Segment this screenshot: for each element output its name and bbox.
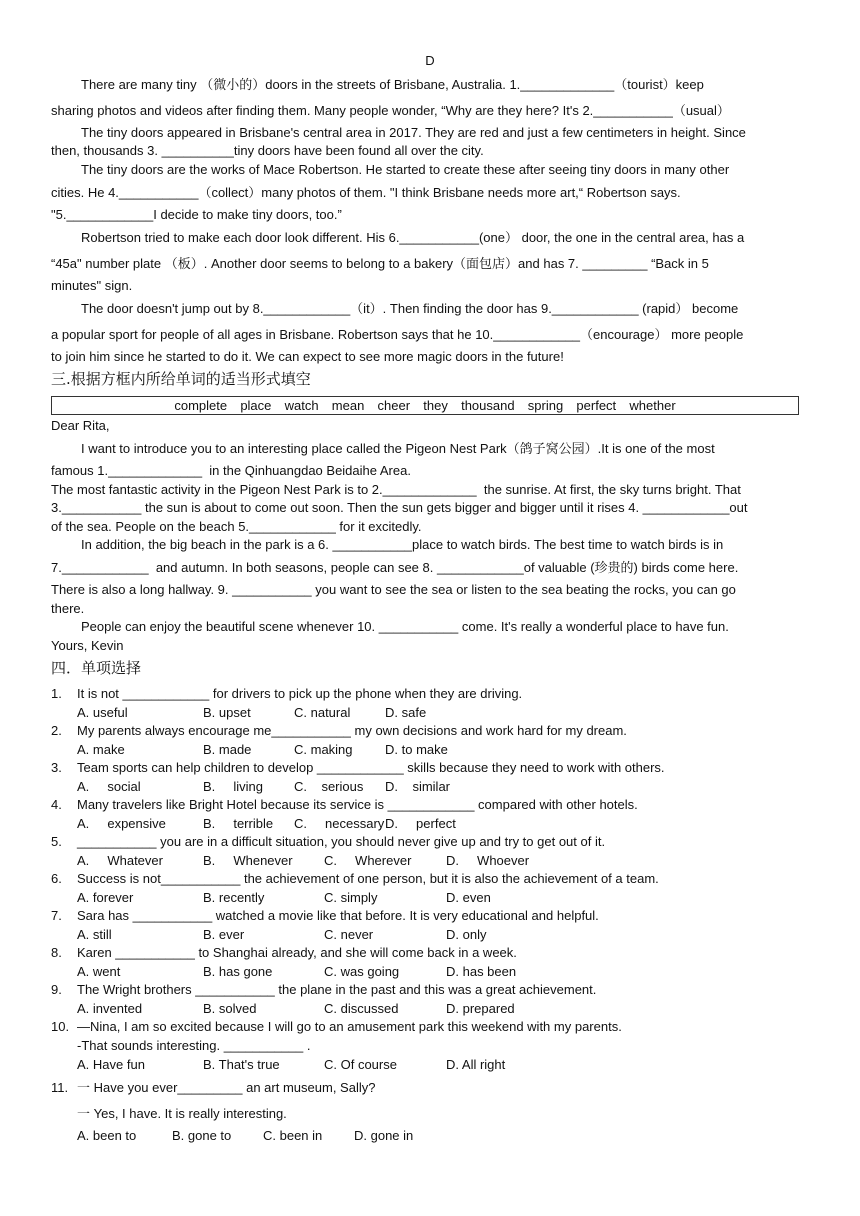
option-b: B. has gone <box>203 964 273 979</box>
question-number: 2. <box>51 723 62 738</box>
passage-line: Robertson tried to make each door look different. His 6.___________(one） door, the one in the central area, has a <box>81 230 745 245</box>
passage-line: cities. He 4.___________（collect）many photos of them. "I think Brisbane needs more art,“ Robertson says. <box>51 185 681 200</box>
option-c: C. natural <box>294 705 351 720</box>
letter-line: People can enjoy the beautiful scene whenever 10. ___________ come. It's really a wonderful place to have fun. <box>81 619 729 634</box>
option-a: A. Have fun <box>77 1057 145 1072</box>
option-d: D. Whoever <box>446 853 530 868</box>
option-d: D. gone in <box>354 1128 414 1143</box>
question-text: —Nina, I am so excited because I will go to an amusement park this weekend with my parents. <box>77 1019 622 1034</box>
option-c: C. was going <box>324 964 400 979</box>
letter-line: 3.___________ the sun is about to come out soon. Then the sun gets bigger and bigger until it rises 4. ____________out <box>51 500 748 515</box>
letter-line: There is also a long hallway. 9. ___________ you want to see the sea or listen to the sea beating the rocks, you can go <box>51 582 736 597</box>
option-a: A. invented <box>77 1001 143 1016</box>
question-number: 7. <box>51 908 62 923</box>
option-c: C. never <box>324 927 374 942</box>
option-a: A. still <box>77 927 112 942</box>
option-d: D. to make <box>385 742 448 757</box>
option-b: B. terrible <box>203 816 274 831</box>
letter-line: The most fantastic activity in the Pigeon Nest Park is to 2._____________ the sunrise. At first, the sky turns bright. That <box>51 482 741 497</box>
option-a: A. social <box>77 779 141 794</box>
option-a: A. useful <box>77 705 128 720</box>
option-d: D. only <box>446 927 487 942</box>
question-text: Team sports can help children to develop ____________ skills because they need to work with others. <box>77 760 665 775</box>
letter-line: Dear Rita, <box>51 418 110 433</box>
passage-line: minutes" sign. <box>51 278 133 293</box>
passage-line: The tiny doors are the works of Mace Robertson. He started to create these after seeing tiny doors in many other <box>81 162 730 177</box>
letter-line: 7.____________ and autumn. In both seasons, people can see 8. ____________of valuable (珍贵的) birds come here. <box>51 560 739 575</box>
question-number: 9. <box>51 982 62 997</box>
question-text: Karen ___________ to Shanghai already, and she will come back in a week. <box>77 945 517 960</box>
question-number: 3. <box>51 760 62 775</box>
question-number: 4. <box>51 797 62 812</box>
option-c: C. Wherever <box>324 853 412 868</box>
question-text: My parents always encourage me___________ my own decisions and work hard for my dream. <box>77 723 627 738</box>
option-b: B. upset <box>203 705 251 720</box>
letter-line: I want to introduce you to an interesting place called the Pigeon Nest Park（鸽子窝公园）.It is one of the most <box>81 441 715 456</box>
letter-line: In addition, the big beach in the park is a 6. ___________place to watch birds. The best time to watch birds is in <box>81 537 724 552</box>
option-b: B. living <box>203 779 263 794</box>
option-a: A. went <box>77 964 121 979</box>
option-d: D. even <box>446 890 491 905</box>
passage-line: “45a" number plate （板）. Another door seems to belong to a bakery（面包店）and has 7. _________ “Back in 5 <box>51 256 709 271</box>
option-c: C. making <box>294 742 353 757</box>
question-text-reply: 一 Yes, I have. It is really interesting. <box>77 1106 287 1121</box>
option-d: D. has been <box>446 964 517 979</box>
section-heading: 三.根据方框内所给单词的适当形式填空 <box>51 370 311 388</box>
question-number: 1. <box>51 686 62 701</box>
option-b: B. That's true <box>203 1057 280 1072</box>
letter-line: of the sea. People on the beach 5.____________ for it excitedly. <box>51 519 422 534</box>
option-d: D. safe <box>385 705 427 720</box>
question-number: 11. <box>51 1080 69 1095</box>
question-text: It is not ____________ for drivers to pick up the phone when they are driving. <box>77 686 523 701</box>
option-b: B. recently <box>203 890 265 905</box>
option-d: D. All right <box>446 1057 506 1072</box>
question-text: The Wright brothers ___________ the plane in the past and this was a great achievement. <box>77 982 597 997</box>
option-c: C. simply <box>324 890 378 905</box>
option-b: B. ever <box>203 927 245 942</box>
letter-line: there. <box>51 601 85 616</box>
passage-line: "5.____________I decide to make tiny doors, too.” <box>51 207 342 222</box>
option-b: B. gone to <box>172 1128 232 1143</box>
option-a: A. expensive <box>77 816 166 831</box>
passage-label: D <box>425 53 435 68</box>
passage-line: to join him since he started to do it. We can expect to see more magic doors in the future! <box>51 349 564 364</box>
question-text: ___________ you are in a difficult situation, you should never give up and try to get out of it. <box>77 834 606 849</box>
question-text: 一 Have you ever_________ an art museum, Sally? <box>77 1080 376 1095</box>
option-b: B. made <box>203 742 252 757</box>
section-heading: 四．单项选择 <box>51 659 142 677</box>
question-number: 6. <box>51 871 62 886</box>
question-text-reply: -That sounds interesting. ___________ . <box>77 1038 311 1053</box>
option-a: A. Whatever <box>77 853 163 868</box>
option-c: C. necessary <box>294 816 385 831</box>
passage-line: The door doesn't jump out by 8.____________（it）. Then finding the door has 9.____________ (rapid） become <box>81 301 739 316</box>
question-text: Success is not___________ the achievement of one person, but it is also the achievement of a team. <box>77 871 659 886</box>
option-c: C. been in <box>263 1128 323 1143</box>
option-d: D. similar <box>385 779 450 794</box>
passage-line: sharing photos and videos after finding them. Many people wonder, “Why are they here? It's 2.___________（usual） <box>51 103 730 118</box>
passage-line: There are many tiny （微小的）doors in the streets of Brisbane, Australia. 1._____________（tourist）keep <box>81 77 704 92</box>
letter-line: famous 1._____________ in the Qinhuangdao Beidaihe Area. <box>51 463 411 478</box>
option-c: C. discussed <box>324 1001 399 1016</box>
question-number: 10. <box>51 1019 70 1034</box>
option-b: B. solved <box>203 1001 257 1016</box>
letter-line: Yours, Kevin <box>51 638 124 653</box>
option-d: D. prepared <box>446 1001 515 1016</box>
option-c: C. Of course <box>324 1057 397 1072</box>
option-a: A. forever <box>77 890 134 905</box>
question-number: 8. <box>51 945 62 960</box>
option-a: A. been to <box>77 1128 137 1143</box>
question-text: Many travelers like Bright Hotel because its service is ____________ compared with other hotels. <box>77 797 638 812</box>
passage-line: a popular sport for people of all ages in Brisbane. Robertson says that he 10.____________（encourage） more people <box>51 327 744 342</box>
option-a: A. make <box>77 742 125 757</box>
option-d: D. perfect <box>385 816 456 831</box>
passage-line: then, thousands 3. __________tiny doors have been found all over the city. <box>51 143 484 158</box>
question-text: Sara has ___________ watched a movie like that before. It is very educational and helpful. <box>77 908 599 923</box>
passage-line: The tiny doors appeared in Brisbane's central area in 2017. They are red and just a few centimeters in height. Since <box>81 125 746 140</box>
option-b: B. Whenever <box>203 853 293 868</box>
option-c: C. serious <box>294 779 364 794</box>
word-box: complete place watch mean cheer they thousand spring perfect whether <box>51 396 799 415</box>
question-number: 5. <box>51 834 62 849</box>
